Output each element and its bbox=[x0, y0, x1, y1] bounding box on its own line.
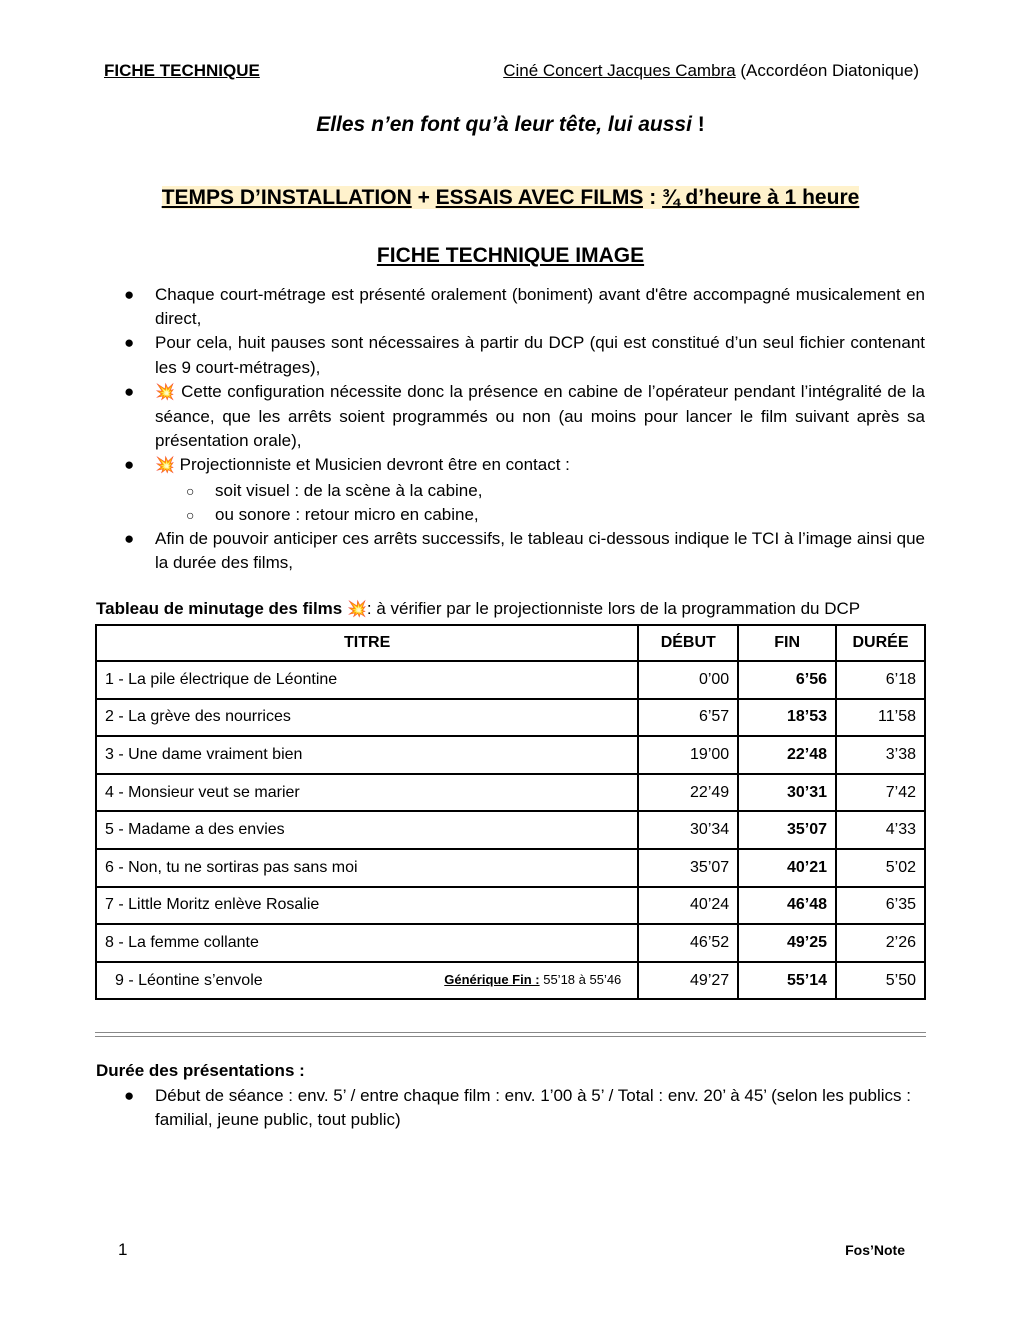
table-row bbox=[96, 661, 925, 699]
bullet-text: Cette configuration nécessite donc la présence en cabine de l’opérateur pendant l’intégralité de la séance, que les arrêts soient programmés ou non (au moins pour lancer le film suivant après sa présentation orale), bbox=[155, 381, 926, 451]
film-duration: 3’38 bbox=[836, 736, 925, 774]
presentation-duration-list bbox=[124, 1084, 925, 1132]
film-title: 6 - Non, tu ne sortiras pas sans moi bbox=[96, 849, 638, 887]
film-duration: 6’35 bbox=[836, 887, 925, 925]
divider bbox=[95, 1032, 926, 1033]
tests-label: ESSAIS AVEC FILMS bbox=[435, 186, 644, 209]
film-end: 49’25 bbox=[738, 924, 836, 962]
list-item bbox=[124, 331, 925, 379]
film-title: 1 - La pile électrique de Léontine bbox=[96, 661, 638, 699]
contact-sublist bbox=[155, 479, 925, 527]
sub-bullet-icon: ○ bbox=[186, 482, 195, 499]
film-duration: 4’33 bbox=[836, 811, 925, 849]
column-header-duration: DURÉE bbox=[836, 625, 925, 661]
bullet-text: Pour cela, huit pauses sont nécessaires à partir du DCP (qui est constitué d’un seul fichier contenant les 9 court-métrages), bbox=[155, 333, 925, 377]
film-title: 5 - Madame a des envies bbox=[96, 811, 638, 849]
film-start: 40’24 bbox=[638, 887, 738, 925]
collision-icon: 💥 bbox=[155, 383, 176, 401]
film-duration: 7’42 bbox=[836, 774, 925, 812]
film-duration: 11’58 bbox=[836, 699, 925, 737]
bullet-icon: ● bbox=[124, 381, 135, 401]
film-duration: 2’26 bbox=[836, 924, 925, 962]
table-row bbox=[96, 736, 925, 774]
film-end: 46’48 bbox=[738, 887, 836, 925]
film-title: 8 - La femme collante bbox=[96, 924, 638, 962]
table-row bbox=[96, 774, 925, 812]
list-item bbox=[124, 283, 925, 331]
show-title bbox=[0, 113, 1021, 137]
film-end: 40’21 bbox=[738, 849, 836, 887]
film-start: 6’57 bbox=[638, 699, 738, 737]
film-title: 2 - La grève des nourrices bbox=[96, 699, 638, 737]
film-start: 0’00 bbox=[638, 661, 738, 699]
column-header-start: DÉBUT bbox=[638, 625, 738, 661]
bullet-icon: ● bbox=[124, 333, 135, 353]
list-item bbox=[124, 453, 925, 527]
end-credits-value: 55’18 à 55’46 bbox=[539, 971, 622, 987]
list-item bbox=[124, 1084, 925, 1132]
header-doc-type: FICHE TECHNIQUE bbox=[104, 61, 260, 80]
film-duration: 5’02 bbox=[836, 849, 925, 887]
footer-brand: Fos’Note bbox=[845, 1242, 905, 1258]
bullet-text: Chaque court-métrage est présenté oralement (boniment) avant d'être accompagné musicalement en direct, bbox=[155, 285, 925, 329]
sub-bullet-text: ou sonore : retour micro en cabine, bbox=[215, 504, 479, 524]
film-end: 55’14 bbox=[738, 962, 836, 1000]
table-header-row bbox=[96, 625, 925, 661]
collision-icon: 💥 bbox=[346, 601, 367, 618]
header-show-instrument: (Accordéon Diatonique) bbox=[735, 61, 919, 80]
film-end: 35’07 bbox=[738, 811, 836, 849]
image-section-title: FICHE TECHNIQUE IMAGE bbox=[376, 244, 645, 267]
header-show-title: Ciné Concert Jacques Cambra bbox=[503, 61, 736, 80]
film-duration: 6’18 bbox=[836, 661, 925, 699]
table-row bbox=[96, 699, 925, 737]
table-row bbox=[96, 924, 925, 962]
film-start: 22’49 bbox=[638, 774, 738, 812]
table-row bbox=[96, 962, 925, 1000]
film-start: 46’52 bbox=[638, 924, 738, 962]
film-title: 7 - Little Moritz enlève Rosalie bbox=[96, 887, 638, 925]
film-start: 49’27 bbox=[638, 962, 738, 1000]
film-title-cell bbox=[96, 962, 638, 1000]
list-item bbox=[124, 527, 925, 575]
table-caption bbox=[96, 599, 860, 619]
bullet-icon: ● bbox=[124, 529, 135, 549]
bullet-icon: ● bbox=[124, 1086, 135, 1105]
table-row bbox=[96, 887, 925, 925]
image-requirements-list bbox=[124, 283, 925, 575]
list-item bbox=[124, 380, 925, 454]
page-number: 1 bbox=[118, 1240, 128, 1259]
end-credits-note bbox=[444, 972, 621, 987]
install-plus: + bbox=[411, 186, 436, 209]
sub-bullet-text: soit visuel : de la scène à la cabine, bbox=[215, 480, 483, 500]
install-time-line bbox=[0, 186, 1021, 210]
table-caption-note: : à vérifier par le projectionniste lors de la programmation du DCP bbox=[366, 599, 861, 618]
film-end: 30’31 bbox=[738, 774, 836, 812]
film-start: 30’34 bbox=[638, 811, 738, 849]
install-duration: ¾ d’heure à 1 heure bbox=[662, 186, 860, 209]
film-timing-table bbox=[95, 624, 926, 1000]
sub-list-item bbox=[155, 479, 925, 503]
film-title: 3 - Une dame vraiment bien bbox=[96, 736, 638, 774]
header-show-name bbox=[503, 61, 919, 81]
presentation-duration-title: Durée des présentations : bbox=[96, 1061, 305, 1080]
table-caption-title: Tableau de minutage des films bbox=[96, 599, 347, 618]
film-end: 18’53 bbox=[738, 699, 836, 737]
bullet-text: Projectionniste et Musicien devront être en contact : bbox=[174, 455, 570, 475]
install-label: TEMPS D’INSTALLATION bbox=[161, 186, 412, 209]
bullet-icon: ● bbox=[124, 455, 135, 475]
install-colon: : bbox=[643, 186, 663, 209]
show-title-suffix: ! bbox=[691, 113, 705, 136]
show-title-text: Elles n’en font qu’à leur tête, lui aussi bbox=[316, 113, 692, 136]
bullet-icon: ● bbox=[124, 285, 135, 304]
film-title: 4 - Monsieur veut se marier bbox=[96, 774, 638, 812]
bullet-text: Début de séance : env. 5’ / entre chaque film : env. 1’00 à 5’ / Total : env. 20’ à 45’ (selon les publics : familial, jeune public, tout public) bbox=[155, 1086, 911, 1130]
table-row bbox=[96, 849, 925, 887]
film-start: 35’07 bbox=[638, 849, 738, 887]
film-duration: 5’50 bbox=[836, 962, 925, 1000]
sub-list-item bbox=[155, 503, 925, 527]
film-end: 22’48 bbox=[738, 736, 836, 774]
table-row bbox=[96, 811, 925, 849]
sub-bullet-icon: ○ bbox=[186, 506, 195, 523]
divider bbox=[95, 1036, 926, 1037]
column-header-end: FIN bbox=[738, 625, 836, 661]
column-header-title: TITRE bbox=[96, 625, 638, 661]
film-end: 6’56 bbox=[738, 661, 836, 699]
end-credits-label: Générique Fin : bbox=[444, 971, 540, 987]
bullet-text: Afin de pouvoir anticiper ces arrêts successifs, le tableau ci-dessous indique le TCI à l’image ainsi que la durée des films, bbox=[155, 529, 925, 573]
film-title: 9 - Léontine s’envole bbox=[115, 971, 263, 989]
film-start: 19’00 bbox=[638, 736, 738, 774]
collision-icon: 💥 bbox=[155, 457, 175, 475]
